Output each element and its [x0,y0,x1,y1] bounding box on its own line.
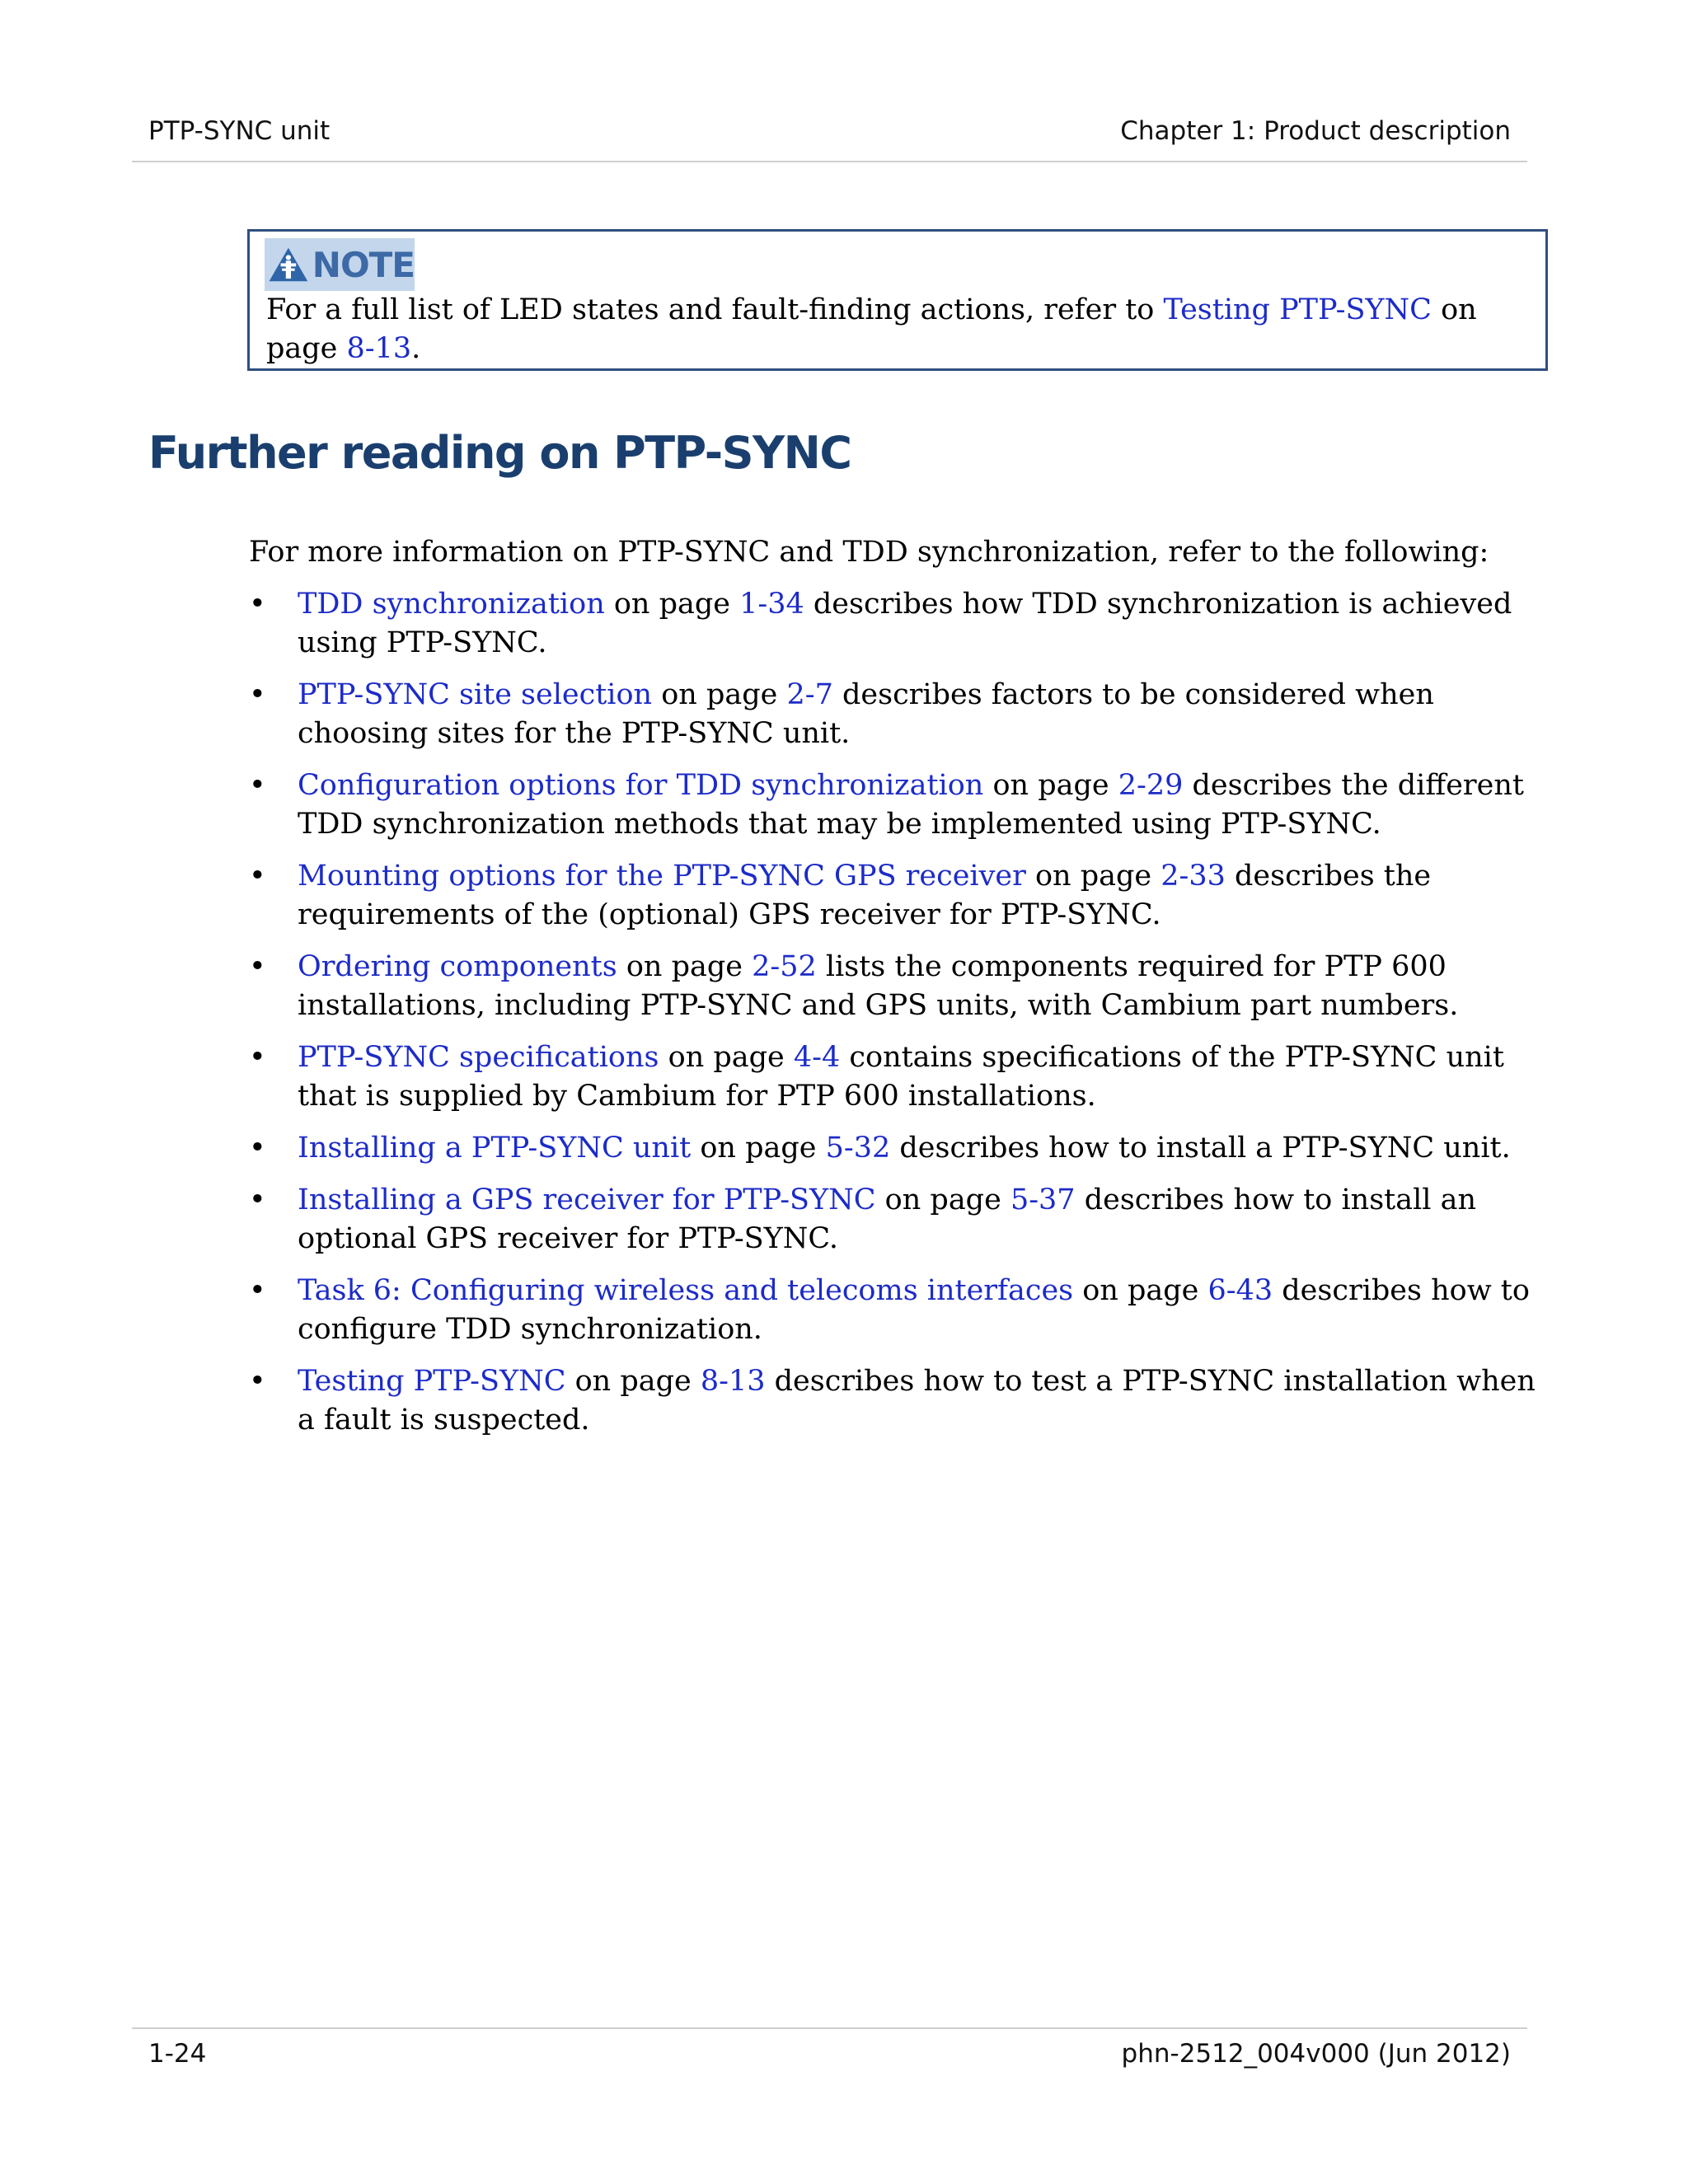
note-label: NOTE [312,244,415,285]
item-link[interactable]: Installing a PTP-SYNC unit [298,1132,692,1165]
bullet: • [249,1132,266,1165]
page-footer [132,2027,1527,2070]
item-page-link[interactable]: 4-4 [793,1041,841,1074]
note-badge [265,238,415,291]
bullet: • [249,588,266,621]
bullet: • [249,1041,266,1074]
bullet: • [249,769,266,802]
page-header [132,111,1527,162]
item-page-link[interactable]: 6-43 [1207,1274,1273,1307]
list-item: • Ordering components on page 2-52 lists the components required for PTP 600 installations, including PTP-SYNC and GPS units, with Cambium part numbers. [249,948,1541,1025]
item-link[interactable]: TDD synchronization [298,588,605,621]
item-page-link[interactable]: 2-33 [1160,860,1226,893]
section-intro: For more information on PTP-SYNC and TDD synchronization, refer to the following: [249,536,1489,569]
item-page-link[interactable]: 5-32 [825,1132,891,1165]
list-item: • Mounting options for the PTP-SYNC GPS receiver on page 2-33 describes the requirements of the (optional) GPS receiver for PTP-SYNC. [249,857,1541,935]
list-item: • Configuration options for TDD synchronization on page 2-29 describes the different TDD synchronization methods that may be implemented using PTP-SYNC. [249,766,1541,844]
header-chapter-title: Chapter 1: Product description [1120,116,1511,146]
item-page-link[interactable]: 2-29 [1118,769,1184,802]
item-page-link[interactable]: 2-52 [752,950,817,983]
further-reading-list [249,585,1541,1453]
list-item: • TDD synchronization on page 1-34 describes how TDD synchronization is achieved using PTP-SYNC. [249,585,1541,663]
item-link[interactable]: PTP-SYNC specifications [298,1041,659,1074]
list-item: • Testing PTP-SYNC on page 8-13 describes how to test a PTP-SYNC installation when a fault is suspected. [249,1362,1541,1440]
list-item: • PTP-SYNC site selection on page 2-7 describes factors to be considered when choosing sites for the PTP-SYNC unit. [249,676,1541,753]
bullet: • [249,950,266,983]
section-heading: Further reading on PTP-SYNC [148,427,851,479]
document-id: phn-2512_004v000 (Jun 2012) [1121,2039,1511,2069]
bullet: • [249,678,266,711]
item-link[interactable]: Ordering components [298,950,617,983]
bullet: • [249,1274,266,1307]
item-link[interactable]: Task 6: Configuring wireless and telecoms interfaces [298,1274,1074,1307]
bullet: • [249,860,266,893]
note-icon [268,241,309,288]
item-link[interactable]: PTP-SYNC site selection [298,678,653,711]
list-item: • Installing a GPS receiver for PTP-SYNC on page 5-37 describes how to install an optional GPS receiver for PTP-SYNC. [249,1181,1541,1258]
item-page-link[interactable]: 5-37 [1010,1183,1076,1216]
item-link[interactable]: Configuration options for TDD synchronization [298,769,984,802]
list-item: • PTP-SYNC specifications on page 4-4 contains specifications of the PTP-SYNC unit that is supplied by Cambium for PTP 600 installations. [249,1038,1541,1116]
bullet: • [249,1183,266,1216]
item-link[interactable]: Testing PTP-SYNC [298,1365,566,1398]
item-link[interactable]: Installing a GPS receiver for PTP-SYNC [298,1183,876,1216]
page-number: 1-24 [148,2039,207,2069]
note-text: For a full list of LED states and fault-finding actions, refer to Testing PTP-SYNC on page 8-13. [266,293,1477,365]
item-page-link[interactable]: 1-34 [739,588,804,621]
item-link[interactable]: Mounting options for the PTP-SYNC GPS receiver [298,860,1026,893]
bullet: • [249,1365,266,1398]
list-item: • Task 6: Configuring wireless and telecoms interfaces on page 6-43 describes how to configure TDD synchronization. [249,1272,1541,1349]
header-section-title: PTP-SYNC unit [148,116,331,146]
note-box [247,229,1548,371]
note-page-link[interactable]: 8-13 [346,332,412,365]
item-page-link[interactable]: 8-13 [700,1365,766,1398]
item-page-link[interactable]: 2-7 [786,678,833,711]
note-link-testing-ptp-sync[interactable]: Testing PTP-SYNC [1163,293,1432,326]
list-item: • Installing a PTP-SYNC unit on page 5-32 describes how to install a PTP-SYNC unit. [249,1129,1541,1168]
